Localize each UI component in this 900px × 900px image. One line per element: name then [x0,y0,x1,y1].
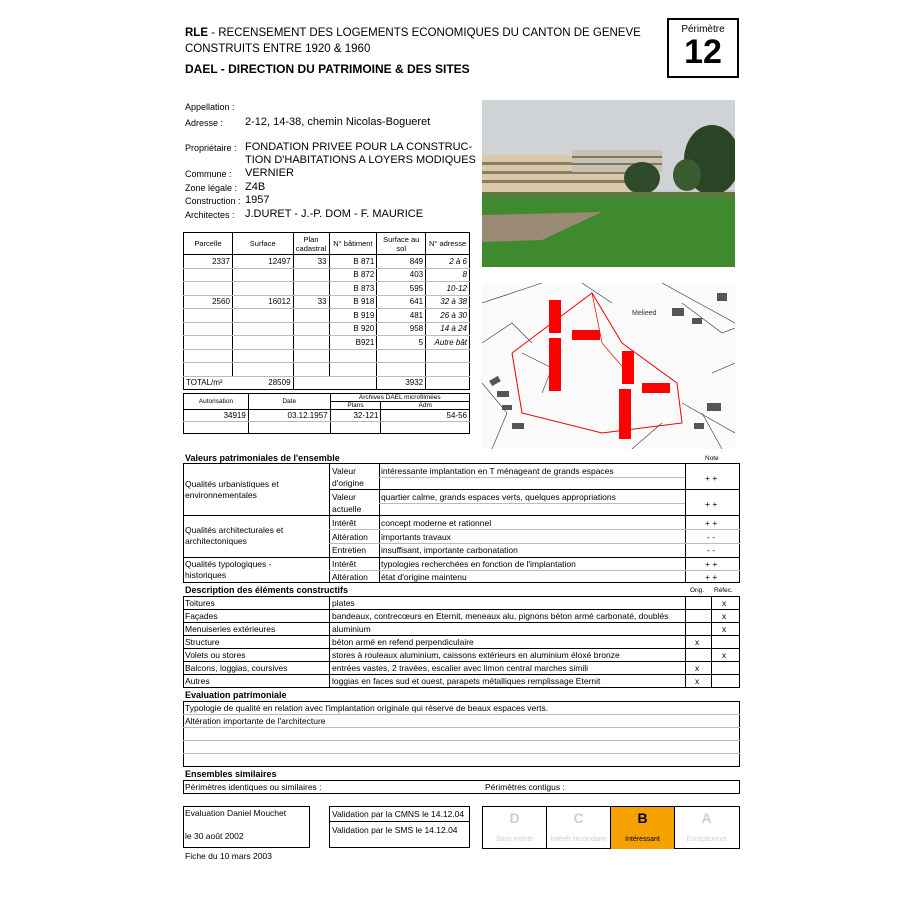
grade-desc: Sans intérêt [495,836,534,843]
grade-desc: Exceptionnel [686,836,727,843]
table-row [184,282,470,296]
col-plan: Plan cadastral [293,233,329,255]
construction-label: Construction : [185,196,241,206]
evaluation-author: Evaluation Daniel Mouchet [185,808,287,818]
col-date: Date [248,394,330,410]
cell [184,322,233,336]
crit-note: + + [705,473,718,483]
cell [184,268,233,282]
grade-c [547,807,610,849]
crit-text: quartier calme, grands espaces verts, quelques appropriations [381,492,616,502]
cell [293,282,329,296]
proprietaire-label: Propriétaire : [185,143,237,153]
cell: 8 [426,268,470,282]
crit-label: d'origine [332,478,364,488]
evaluation-line-1: Typologie de qualité en relation avec l'implantation originale qui réserve de beaux espaces verts. [185,703,549,713]
perimetre-label: Périmètre [681,24,725,35]
grade-desc: Intéressant [625,836,660,843]
perimetres-contigus: Périmètres contigus : [485,782,565,792]
cell [293,322,329,336]
col-adm: Adm [381,402,470,410]
cell: B 872 [329,268,377,282]
plans-value: 32-121 [330,410,381,422]
crit-note: + + [705,499,718,509]
crit-note: - - [707,532,716,542]
total-surface: 28509 [232,376,293,390]
element-orig: x [695,637,700,647]
refec-label: Réfec. [714,587,733,594]
table-row [184,336,470,350]
element-desc: plates [332,598,355,608]
header-line1: - RECENSEMENT DES LOGEMENTS ECONOMIQUES DU CANTON DE GENEVE [208,27,641,39]
crit-note: + + [705,572,718,582]
cell [293,268,329,282]
cell: B921 [329,336,377,350]
cell [232,268,293,282]
table-row [184,295,470,309]
element-refec: x [722,611,727,621]
architectes-label: Architectes : [185,210,235,220]
crit-label: Valeur [332,492,356,502]
table-row [184,268,470,282]
grade-letter: D [509,810,520,826]
rle-label: RLE [185,27,208,39]
zone-label: Zone légale : [185,183,238,193]
col-archives: Archives DAEL microfilmées [330,394,469,402]
evaluation-date: le 30 août 2002 [185,831,244,841]
col-autorisation: Autorisation [184,394,249,410]
cell: 16012 [232,295,293,309]
fiche-date: Fiche du 10 mars 2003 [185,851,272,861]
adm-value: 54-56 [381,410,470,422]
table-row [184,349,470,363]
cell: 958 [377,322,426,336]
adresse-value: 2-12, 14-38, chemin Nicolas-Bogueret [245,116,431,128]
header-title [185,25,641,57]
total-label: TOTAL/m² [184,376,233,390]
cell: 595 [377,282,426,296]
grade-a [675,807,738,849]
cell: 5 [377,336,426,350]
cell: 403 [377,268,426,282]
cell [232,336,293,350]
evaluation-title: Evaluation patrimoniale [185,690,287,700]
cell: 2560 [184,295,233,309]
parcel-table [183,232,470,390]
crit-text: typologies recherchées en fonction de l'implantation [381,559,576,569]
commune-value: VERNIER [245,167,294,179]
cell: 10-12 [426,282,470,296]
header-line2: CONSTRUITS ENTRE 1920 & 1960 [185,43,371,55]
crit-note: + + [705,518,718,528]
adresse-label: Adresse : [185,118,224,128]
zone-value: Z4B [245,181,266,193]
cell: 2 à 6 [426,255,470,269]
note-label: Note [705,455,719,462]
col-parcelle: Parcelle [184,233,233,255]
group-label-2b: architectoniques [185,536,247,546]
architectes-value: J.DURET - J.-P. DOM - F. MAURICE [245,208,424,220]
element-label: Toitures [185,598,215,608]
validation-cmns: Validation par la CMNS le 14.12.04 [332,809,465,819]
map-street-label: Melieed [632,310,657,317]
group-label-1a: Qualités urbanistiques et [185,479,279,489]
col-batiment: N° bâtiment [329,233,377,255]
cell: 26 à 30 [426,309,470,323]
crit-label: Altération [332,532,368,542]
cell: 33 [293,295,329,309]
crit-note: - - [707,545,716,555]
crit-label: Valeur [332,466,356,476]
appellation-label: Appellation : [185,102,235,112]
valeurs-title: Valeurs patrimoniales de l'ensemble [185,453,340,463]
group-label-1b: environnementales [185,490,257,500]
cell: Autre bât [426,336,470,350]
cell: 641 [377,295,426,309]
element-orig: x [695,676,700,686]
total-row [184,376,470,390]
element-refec: x [722,650,727,660]
perimetre-number: 12 [684,33,722,71]
table-row [184,309,470,323]
group-label-2a: Qualités architecturales et [185,525,284,535]
cell: B 920 [329,322,377,336]
element-desc: loggias en faces sud et ouest, parapets métalliques remplissage Eternit [332,676,601,686]
cell [293,309,329,323]
element-desc: bandeaux, contrecœurs en Eternit, meneaux alu, pignons béton armé carbonaté, doublés [332,611,669,621]
table-row [184,255,470,269]
grade-b [611,807,674,849]
cell: 12497 [232,255,293,269]
cell [232,309,293,323]
cell [184,336,233,350]
proprietaire-value-2: TION D'HABITATIONS A LOYERS MODIQUES [245,154,476,166]
crit-label: Altération [332,572,368,582]
cell [232,282,293,296]
cell [232,322,293,336]
crit-label: Intérêt [332,559,357,569]
evaluation-line-2: Altération importante de l'architecture [185,716,326,726]
crit-text: état d'origine maintenu [381,572,467,582]
element-label: Façades [185,611,218,621]
construction-value: 1957 [245,194,270,206]
col-surface-sol: Surface au sol [377,233,426,255]
group-label-3a: Qualités typologiques - [185,559,272,569]
perimetre-box [667,18,739,78]
cell [293,336,329,350]
description-title: Description des éléments constructifs [185,585,349,595]
cell: B 919 [329,309,377,323]
element-orig: x [695,663,700,673]
table-row [184,322,470,336]
table-row [184,363,470,377]
crit-text: importants travaux [381,532,451,542]
autorisation-value: 34919 [184,410,249,422]
cell: B 873 [329,282,377,296]
site-map [482,283,735,449]
col-surface: Surface [232,233,293,255]
element-label: Balcons, loggias, coursives [185,663,288,673]
cell: 14 à 24 [426,322,470,336]
crit-text: insuffisant, importante carbonatation [381,545,518,555]
grade-desc: Intérêt secondaire [550,836,607,843]
element-desc: aluminium [332,624,371,634]
element-refec: x [722,624,727,634]
validation-sms: Validation par le SMS le 14.12.04 [332,825,458,835]
col-plans: Plans [330,402,381,410]
date-value: 03.12.1957 [248,410,330,422]
col-adresse: N° adresse [426,233,470,255]
element-label: Autres [185,676,210,686]
element-refec: x [722,598,727,608]
building-photo [482,100,735,267]
cell: B 871 [329,255,377,269]
crit-label: Entretien [332,545,367,555]
cell: B 918 [329,295,377,309]
cell [184,282,233,296]
element-label: Volets ou stores [185,650,246,660]
element-label: Structure [185,637,220,647]
element-desc: béton armé en refend perpendiculaire [332,637,474,647]
element-label: Menuiseries extérieures [185,624,276,634]
dael-title: DAEL - DIRECTION DU PATRIMOINE & DES SITES [185,62,470,76]
crit-text: concept moderne et rationnel [381,518,492,528]
cell [184,309,233,323]
crit-label: actuelle [332,504,362,514]
group-label-3b: historiques [185,570,227,580]
grade-letter: C [573,810,584,826]
authorization-table [183,393,470,434]
commune-label: Commune : [185,169,232,179]
grade-d [483,807,546,849]
element-desc: entrées vastes, 2 travées, escalier avec limon central marches simili [332,663,589,673]
crit-note: + + [705,559,718,569]
proprietaire-value-1: FONDATION PRIVEE POUR LA CONSTRUC- [245,141,473,153]
ensembles-title: Ensembles similaires [185,769,277,779]
grade-letter: B [637,810,648,826]
cell: 481 [377,309,426,323]
cell: 32 à 38 [426,295,470,309]
cell: 33 [293,255,329,269]
perimetres-identiques: Périmètres identiques ou similaires : [185,782,322,792]
cell: 2337 [184,255,233,269]
crit-text: intéressante implantation en T ménageant de grands espaces [381,466,614,476]
crit-label: Intérêt [332,518,357,528]
grade-letter: A [701,810,712,826]
total-sol: 3932 [377,376,426,390]
element-desc: stores à rouleaux aluminium, caissons extérieurs en aluminium éloxé bronze [332,650,620,660]
orig-label: Orig. [690,587,705,594]
cell: 849 [377,255,426,269]
